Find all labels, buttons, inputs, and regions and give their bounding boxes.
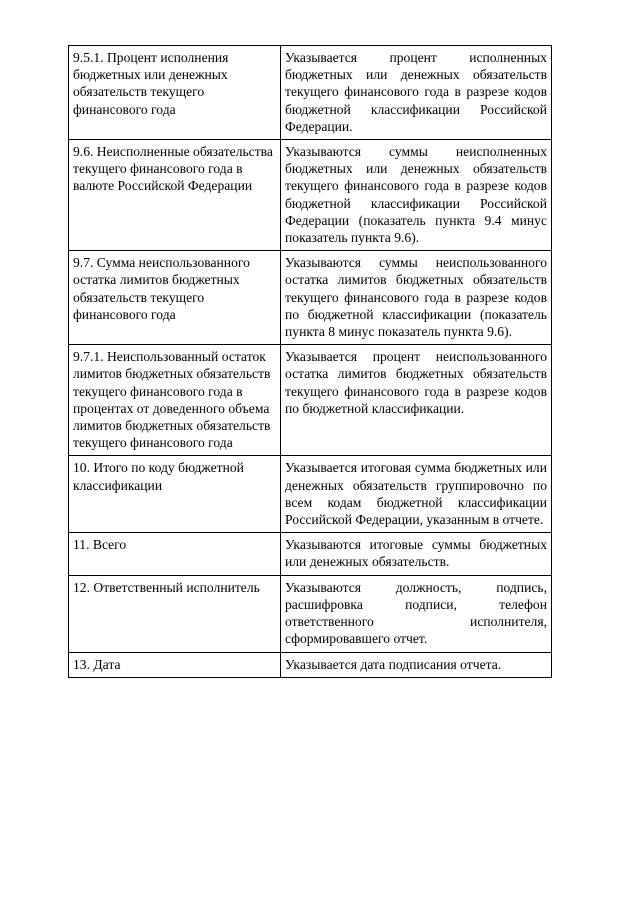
field-name-cell: 9.7.1. Неиспользованный остаток лимитов бюджетных обязательств текущего финансового года в процентах от доведенного объема лимитов бюджетных обязательств текущего финансового года bbox=[69, 345, 281, 456]
field-name-cell: 13. Дата bbox=[69, 652, 281, 677]
table-row bbox=[69, 456, 552, 533]
field-description-cell: Указываются итоговые суммы бюджетных или денежных обязательств. bbox=[281, 533, 552, 575]
field-description-cell: Указывается итоговая сумма бюджетных или денежных обязательств группировочно по всем кодам бюджетной классификации Российской Федерации, указанным в отчете. bbox=[281, 456, 552, 533]
field-description-cell: Указываются должность, подпись, расшифровка подписи, телефон ответственного исполнителя, сформировавшего отчет. bbox=[281, 575, 552, 652]
table-row bbox=[69, 140, 552, 251]
field-description-cell: Указывается процент исполненных бюджетных или денежных обязательств текущего финансового года в разрезе кодов бюджетной классификации Российской Федерации. bbox=[281, 46, 552, 140]
field-name-cell: 10. Итого по коду бюджетной классификации bbox=[69, 456, 281, 533]
field-name-cell: 12. Ответственный исполнитель bbox=[69, 575, 281, 652]
table-row bbox=[69, 46, 552, 140]
table-row bbox=[69, 575, 552, 652]
table-row bbox=[69, 251, 552, 345]
field-name-cell: 9.7. Сумма неиспользованного остатка лимитов бюджетных обязательств текущего финансового года bbox=[69, 251, 281, 345]
field-name-cell: 11. Всего bbox=[69, 533, 281, 575]
field-description-cell: Указывается дата подписания отчета. bbox=[281, 652, 552, 677]
table-row bbox=[69, 345, 552, 456]
field-name-cell: 9.6. Неисполненные обязательства текущего финансового года в валюте Российской Федерации bbox=[69, 140, 281, 251]
instructions-table bbox=[68, 45, 552, 678]
field-name-cell: 9.5.1. Процент исполнения бюджетных или денежных обязательств текущего финансового года bbox=[69, 46, 281, 140]
field-description-cell: Указывается процент неиспользованного остатка лимитов бюджетных обязательств текущего финансового года в разрезе кодов по бюджетной классификации. bbox=[281, 345, 552, 456]
table-row bbox=[69, 533, 552, 575]
table-row bbox=[69, 652, 552, 677]
field-description-cell: Указываются суммы неиспользованного остатка лимитов бюджетных обязательств текущего финансового года в разрезе кодов по бюджетной классификации (показатель пункта 8 минус показатель пункта 9.6). bbox=[281, 251, 552, 345]
field-description-cell: Указываются суммы неисполненных бюджетных или денежных обязательств текущего финансового года в разрезе кодов бюджетной классификации Российской Федерации (показатель пункта 9.4 минус показатель пункта 9.6). bbox=[281, 140, 552, 251]
